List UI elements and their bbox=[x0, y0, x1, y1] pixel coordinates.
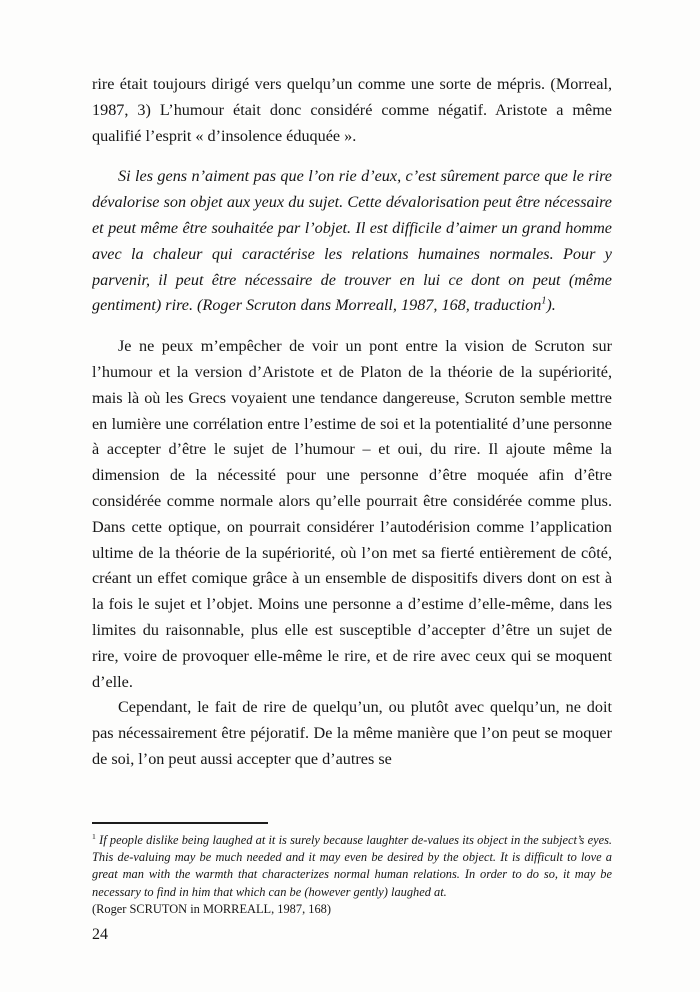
quote-text: Si les gens n’aiment pas que l’on rie d’eux, c’est sûrement parce que le rire dévalorise son objet aux yeux du sujet. Cette dévalorisation peut être nécessaire et peut même être souhaitée par l’objet. Il est difficile d’aimer un grand homme avec la chaleur qui caractérise les relations humaines normales. Pour y parvenir, il peut être nécessaire de trouver en lui ce dont on peut (même gentiment) rire. (Roger Scruton dans Morreall, 1987, 168, traduction bbox=[92, 167, 612, 315]
footnote-area bbox=[92, 822, 612, 946]
quote-text-after-marker: ). bbox=[546, 296, 556, 315]
footnote bbox=[92, 832, 612, 901]
footnote-marker: 1 bbox=[541, 295, 547, 307]
page-body bbox=[92, 72, 612, 818]
page-number: 24 bbox=[92, 926, 108, 944]
paragraph-intro: rire était toujours dirigé vers quelqu’un comme une sorte de mépris. (Morreal, 1987, 3) L’humour était donc considéré comme négatif. Aristote a même qualifié l’esprit « d’insolence éduquée ». bbox=[92, 75, 612, 145]
footnote-citation: (Roger SCRUTON in MORREALL, 1987, 168) bbox=[92, 901, 331, 916]
footnote-text: If people dislike being laughed at it is surely because laughter de-values its object in the subject’s eyes. This de-valuing may be much needed and it may even be desired by the object. It is difficult to love a great man with the warmth that characterizes normal human relations. In order to do so, it may be necessary to find in him that which can be (however gently) laughed at. bbox=[92, 833, 612, 899]
paragraph-closing: Cependant, le fait de rire de quelqu’un, ou plutôt avec quelqu’un, ne doit pas nécessairement être péjoratif. De la même manière que l’on peut se moquer de soi, l’on peut aussi accepter que d’autres se bbox=[92, 698, 612, 768]
paragraph-main: Je ne peux m’empêcher de voir un pont entre la vision de Scruton sur l’humour et la version d’Aristote et de Platon de la théorie de la supériorité, mais là où les Grecs voyaient une tendance dangereuse, Scruton semble mettre en lumière une corrélation entre l’estime de soi et la potentialité d’une personne à accepter d’être le sujet de l’humour – et oui, du rire. Il ajoute même la dimension de la nécessité pour une personne d’être moquée afin d’être considérée comme normale alors qu’elle pourrait être considérée comme plus. Dans cette optique, on pourrait considérer l’autodérision comme l’application ultime de la théorie de la supériorité, où l’on met sa fierté entièrement de côté, créant un effet comique grâce à un ensemble de dispositifs divers dont on est à la fois le sujet et l’objet. Moins une personne a d’estime d’elle-même, dans les limites du raisonnable, plus elle est susceptible d’accepter d’être un sujet de rire, voire de provoquer elle-même le rire, et de rire avec ceux qui se moquent d’elle. bbox=[92, 337, 612, 691]
footnote-number: 1 bbox=[92, 831, 96, 841]
footnote-divider bbox=[92, 822, 268, 824]
block-quote bbox=[92, 164, 612, 319]
